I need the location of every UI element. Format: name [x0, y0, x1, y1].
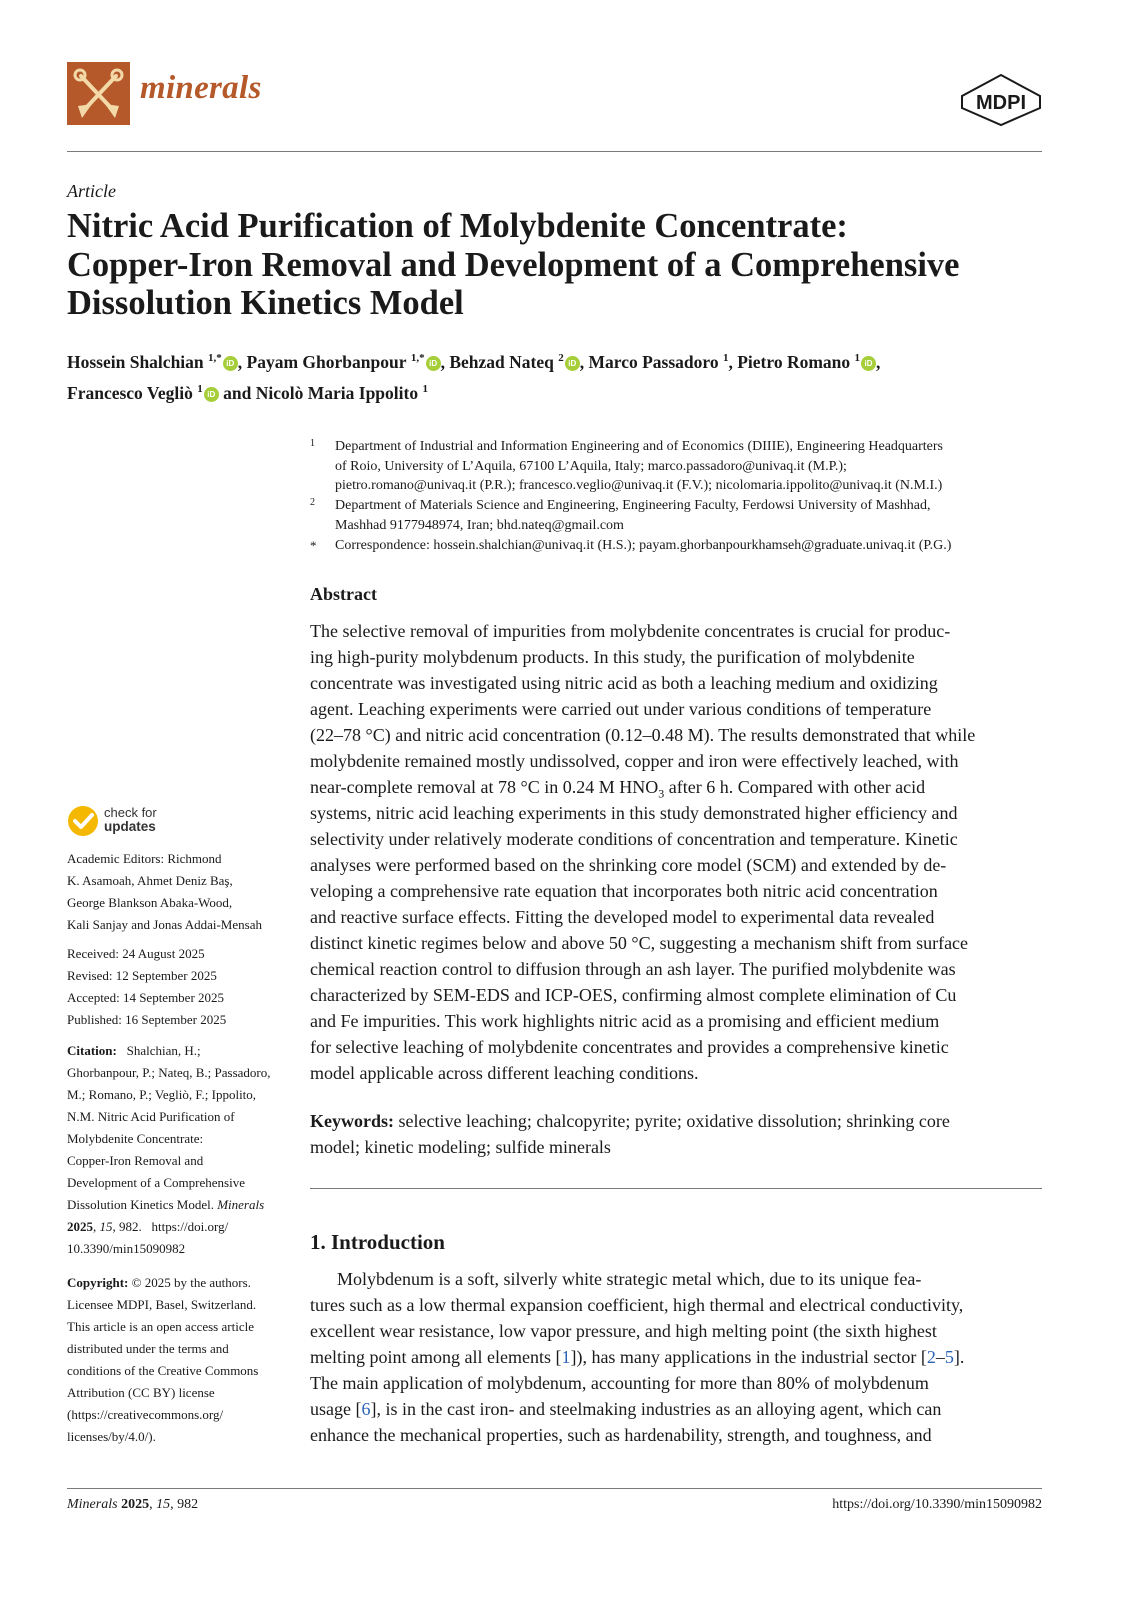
orcid-icon[interactable]: iD — [223, 356, 238, 371]
academic-editors — [67, 848, 292, 936]
abstract-line: selectivity under relatively moderate conditions of concentration and temperature. Kinetic — [310, 829, 958, 849]
affiliation-line: Department of Industrial and Information Engineering and of Economics (DIIIE), Engineering Headquarters — [335, 439, 944, 454]
citation-reference-link[interactable]: 6 — [361, 1399, 371, 1419]
affiliation-line: pietro.romano@univaq.it (P.R.); francesco.veglio@univaq.it (F.V.); nicolomaria.ippolito@univaq.it (N.M.I.) — [335, 478, 943, 494]
abstract-line: model applicable across different leaching conditions. — [310, 1063, 699, 1083]
introduction-text: The main application of molybdenum, accounting for more than 80% of molybdenum — [310, 1373, 929, 1393]
introduction-text: usage [ — [310, 1399, 362, 1419]
check-for-updates-icon[interactable] — [67, 805, 99, 837]
citation-journal: Minerals — [217, 1197, 265, 1212]
citation-label: Citation: — [67, 1043, 117, 1058]
author-list — [67, 345, 1042, 407]
publication-dates — [67, 943, 292, 1031]
citation-reference-link[interactable]: 1 — [561, 1347, 571, 1367]
introduction-text: Molybdenum is a soft, silverly white strategic metal which, due to its unique fea- — [310, 1269, 922, 1289]
footer-journal: Minerals — [67, 1497, 118, 1512]
citation-line: Ghorbanpour, P.; Nateq, B.; Passadoro, — [67, 1065, 271, 1080]
correspondence — [310, 536, 1050, 556]
author-line-1: Hossein Shalchian $^{1,*}$ iD , Payam Ghorbanpour $^{1,*}$ iD , Behzad Nateq $^2$ iD , Marco Passadoro $^1$, Pietro Romano $^1$ iD , — [67, 351, 881, 372]
date-accepted: Accepted: 14 September 2025 — [67, 990, 225, 1005]
editors-line: George Blankson Abaka-Wood, — [67, 895, 233, 910]
subscript: 3 — [658, 786, 665, 801]
affiliations — [310, 437, 1050, 555]
author-name[interactable]: Hossein Shalchian — [67, 351, 204, 372]
citation-line: Development of a Comprehensive — [67, 1175, 245, 1190]
keywords-text: selective leaching; chalcopyrite; pyrite; oxidative dissolution; shrinking core — [394, 1111, 950, 1131]
keywords — [310, 1108, 1042, 1160]
abstract-line: concentrate was investigated using nitric acid as both a leaching medium and oxidizing — [310, 673, 938, 693]
citation-line: Copper-Iron Removal and — [67, 1153, 204, 1168]
date-received: Received: 24 August 2025 — [67, 946, 205, 961]
citation-volume: 15 — [99, 1219, 113, 1234]
copyright-text: © 2025 by the authors. — [128, 1275, 251, 1290]
citation-reference-link[interactable]: 2 — [926, 1347, 936, 1367]
journal-name[interactable]: minerals — [140, 70, 262, 106]
introduction-text: ]. — [953, 1347, 965, 1367]
correspondence-mark: * — [310, 537, 317, 553]
introduction-line — [310, 1370, 1042, 1396]
section-heading-introduction: 1. Introduction — [310, 1230, 445, 1254]
mdpi-logo-text: MDPI — [976, 92, 1026, 114]
footer-volume: 15 — [156, 1497, 171, 1512]
introduction-line — [310, 1396, 1042, 1422]
article-title — [67, 207, 1042, 323]
section-divider — [310, 1188, 1042, 1189]
copyright-line: distributed under the terms and — [67, 1341, 229, 1356]
journal-logo-icon — [67, 62, 130, 125]
abstract-line: characterized by SEM-EDS and ICP-OES, confirming almost complete elimination of Cu — [310, 985, 957, 1005]
date-published: Published: 16 September 2025 — [67, 1012, 227, 1027]
date-revised: Revised: 12 September 2025 — [67, 968, 217, 983]
introduction-text: enhance the mechanical properties, such as hardenability, strength, and toughness, and — [310, 1425, 932, 1445]
title-line: Copper-Iron Removal and Development of a Comprehensive — [67, 245, 960, 284]
abstract-line-hno3 — [310, 774, 1042, 800]
citation-doi-link[interactable]: 10.3390/min15090982 — [67, 1241, 186, 1256]
title-line: Nitric Acid Purification of Molybdenite Concentrate: — [67, 207, 848, 245]
introduction-line — [310, 1422, 1042, 1448]
license-link[interactable]: (https://creativecommons.org/ — [67, 1407, 224, 1422]
correspondence-line: Correspondence: hossein.shalchian@univaq.it (H.S.); payam.ghorbanpourkhamseh@graduate.univaq.it (P.G.) — [335, 537, 952, 553]
article-type: Article — [67, 181, 116, 201]
citation-line: N.M. Nitric Acid Purification of — [67, 1109, 235, 1124]
copyright-line: Licensee MDPI, Basel, Switzerland. — [67, 1297, 257, 1312]
affiliation-mark: 1 — [310, 438, 315, 449]
introduction-line — [310, 1344, 1042, 1370]
editors-line: Academic Editors: Richmond — [67, 851, 222, 866]
author-connector: and — [223, 382, 252, 403]
introduction-line — [310, 1292, 1042, 1318]
introduction-text: ]), has many applications in the industrial sector [ — [570, 1347, 927, 1367]
author-name[interactable]: Behzad Nateq — [449, 351, 554, 372]
abstract-line: agent. Leaching experiments were carried out under various conditions of temperature — [310, 699, 932, 719]
abstract-line: analyses were performed based on the shrinking core model (SCM) and extended by de- — [310, 855, 947, 875]
title-line: Dissolution Kinetics Model — [67, 284, 464, 322]
affiliation-mark: 2 — [310, 497, 315, 509]
copyright-label: Copyright: — [67, 1275, 129, 1290]
orcid-icon[interactable]: iD — [565, 356, 580, 371]
footer-doi-link[interactable]: https://doi.org/10.3390/min15090982 — [832, 1497, 1042, 1512]
author-affiliation-mark: 1,* — [208, 352, 222, 364]
author-affiliation-mark: 1 — [197, 382, 203, 395]
introduction-body — [310, 1266, 1042, 1448]
citation — [67, 1040, 292, 1260]
author-affiliation-mark: 1,* — [410, 352, 425, 364]
abstract-line: systems, nitric acid leaching experiments in this study demonstrated higher efficiency and — [310, 803, 958, 823]
citation-line — [67, 1040, 292, 1062]
introduction-text: ], is in the cast iron- and steelmaking industries as an alloying agent, which can — [370, 1399, 942, 1419]
citation-reference-link[interactable]: 5 — [944, 1347, 954, 1367]
author-line-2 — [67, 376, 1042, 407]
abstract-body — [310, 618, 1042, 1086]
affiliation-1 — [310, 437, 1050, 496]
footer-citation: Minerals 2025, 15, 982 — [67, 1497, 199, 1512]
abstract-line: for selective leaching of molybdenite concentrates and provides a comprehensive kinetic — [310, 1037, 949, 1057]
abstract-line: veloping a comprehensive rate equation that incorporates both nitric acid concentration — [310, 881, 938, 901]
citation-text: Shalchian, H.; — [116, 1043, 201, 1058]
footer-year: 2025 — [121, 1497, 150, 1512]
author-name[interactable]: Francesco Vegliò — [67, 382, 193, 403]
editors-line: K. Asamoah, Ahmet Deniz Baş, — [67, 873, 233, 888]
introduction-text: – — [935, 1347, 945, 1367]
copyright-line — [67, 1272, 292, 1294]
abstract-line: distinct kinetic regimes below and above 50 °C, suggesting a mechanism shift from surface — [310, 933, 969, 953]
copyright — [67, 1272, 292, 1448]
abstract-text: after 6 h. Compared with other acid — [664, 777, 926, 797]
introduction-line — [310, 1318, 1042, 1344]
editors-line: Kali Sanjay and Jonas Addai-Mensah — [67, 917, 262, 932]
header-divider — [67, 151, 1042, 152]
copyright-line: conditions of the Creative Commons — [67, 1363, 259, 1378]
keywords-line: model; kinetic modeling; sulfide minerals — [310, 1137, 611, 1157]
affiliation-2 — [310, 496, 1050, 535]
orcid-icon[interactable]: iD — [204, 387, 219, 402]
author-name[interactable]: Marco Passadoro — [588, 351, 719, 372]
footer-divider — [67, 1488, 1042, 1489]
abstract-line: ing high-purity molybdenum products. In this study, the purification of molybdenite — [310, 647, 915, 667]
author-affiliation-mark: 1 — [722, 352, 729, 364]
author-name[interactable]: Pietro Romano — [737, 351, 851, 372]
citation-line: M.; Romano, P.; Vegliò, F.; Ippolito, — [67, 1087, 257, 1102]
introduction-text: tures such as a low thermal expansion coefficient, high thermal and electrical conductivity, — [310, 1295, 964, 1315]
abstract-line: The selective removal of impurities from molybdenite concentrates is crucial for produc- — [310, 621, 951, 641]
citation-line — [67, 1194, 292, 1216]
abstract-line: molybdenite remained mostly undissolved, copper and iron were effectively leached, with — [310, 751, 959, 771]
check-for-updates-label: updates — [104, 819, 156, 834]
author-affiliation-mark: 1 — [422, 382, 428, 395]
copyright-line: Attribution (CC BY) license — [67, 1385, 215, 1400]
abstract-line: chemical reaction control to diffusion through an ash layer. The purified molybdenite was — [310, 959, 956, 979]
affiliation-line: Department of Materials Science and Engineering, Engineering Faculty, Ferdowsi University of Mashhad, — [335, 498, 931, 514]
author-affiliation-mark: 2 — [558, 352, 564, 364]
orcid-icon[interactable]: iD — [861, 356, 876, 371]
keywords-line — [310, 1108, 1042, 1134]
abstract-line: (22–78 °C) and nitric acid concentration (0.12–0.48 M). The results demonstrated that while — [310, 725, 976, 745]
footer-page: , 982 — [170, 1497, 199, 1512]
license-link[interactable]: licenses/by/4.0/). — [67, 1429, 156, 1444]
introduction-text: excellent wear resistance, low vapor pressure, and high melting point (the sixth highest — [310, 1321, 937, 1341]
citation-line: Molybdenite Concentrate: — [67, 1131, 204, 1146]
affiliation-line: Mashhad 9177948974, Iran; bhd.nateq@gmail.com — [335, 517, 624, 533]
copyright-line: This article is an open access article — [67, 1319, 254, 1334]
mdpi-logo-icon[interactable] — [956, 72, 1046, 128]
author-name[interactable]: Nicolò Maria Ippolito — [255, 382, 419, 403]
affiliation-line: of Roio, University of L’Aquila, 67100 L’Aquila, Italy; marco.passadoro@univaq.it (M.P.); — [335, 458, 847, 474]
author-name[interactable]: Payam Ghorbanpour — [246, 351, 407, 372]
abstract-line: and reactive surface effects. Fitting the developed model to experimental data revealed — [310, 907, 935, 927]
abstract-text: near-complete removal at 78 °C in 0.24 M HNO — [310, 777, 659, 797]
abstract-heading: Abstract — [310, 584, 377, 604]
citation-text: Dissolution Kinetics Model. — [67, 1197, 214, 1212]
abstract-line: and Fe impurities. This work highlights nitric acid as a promising and efficient medium — [310, 1011, 940, 1031]
check-for-updates-button[interactable] — [104, 806, 157, 834]
introduction-text: melting point among all elements [ — [310, 1347, 562, 1367]
introduction-line — [310, 1266, 1042, 1292]
citation-year: 2025 — [67, 1219, 93, 1234]
citation-line: 2025, 15, 982. https://doi.org/ — [67, 1219, 229, 1234]
author-affiliation-mark: 1 — [854, 352, 861, 364]
orcid-icon[interactable]: iD — [426, 356, 441, 371]
citation-doi-prefix[interactable]: , 982. https://doi.org/ — [112, 1219, 229, 1234]
check-for-updates-label: check for — [104, 805, 157, 820]
keywords-label: Keywords: — [310, 1111, 394, 1131]
